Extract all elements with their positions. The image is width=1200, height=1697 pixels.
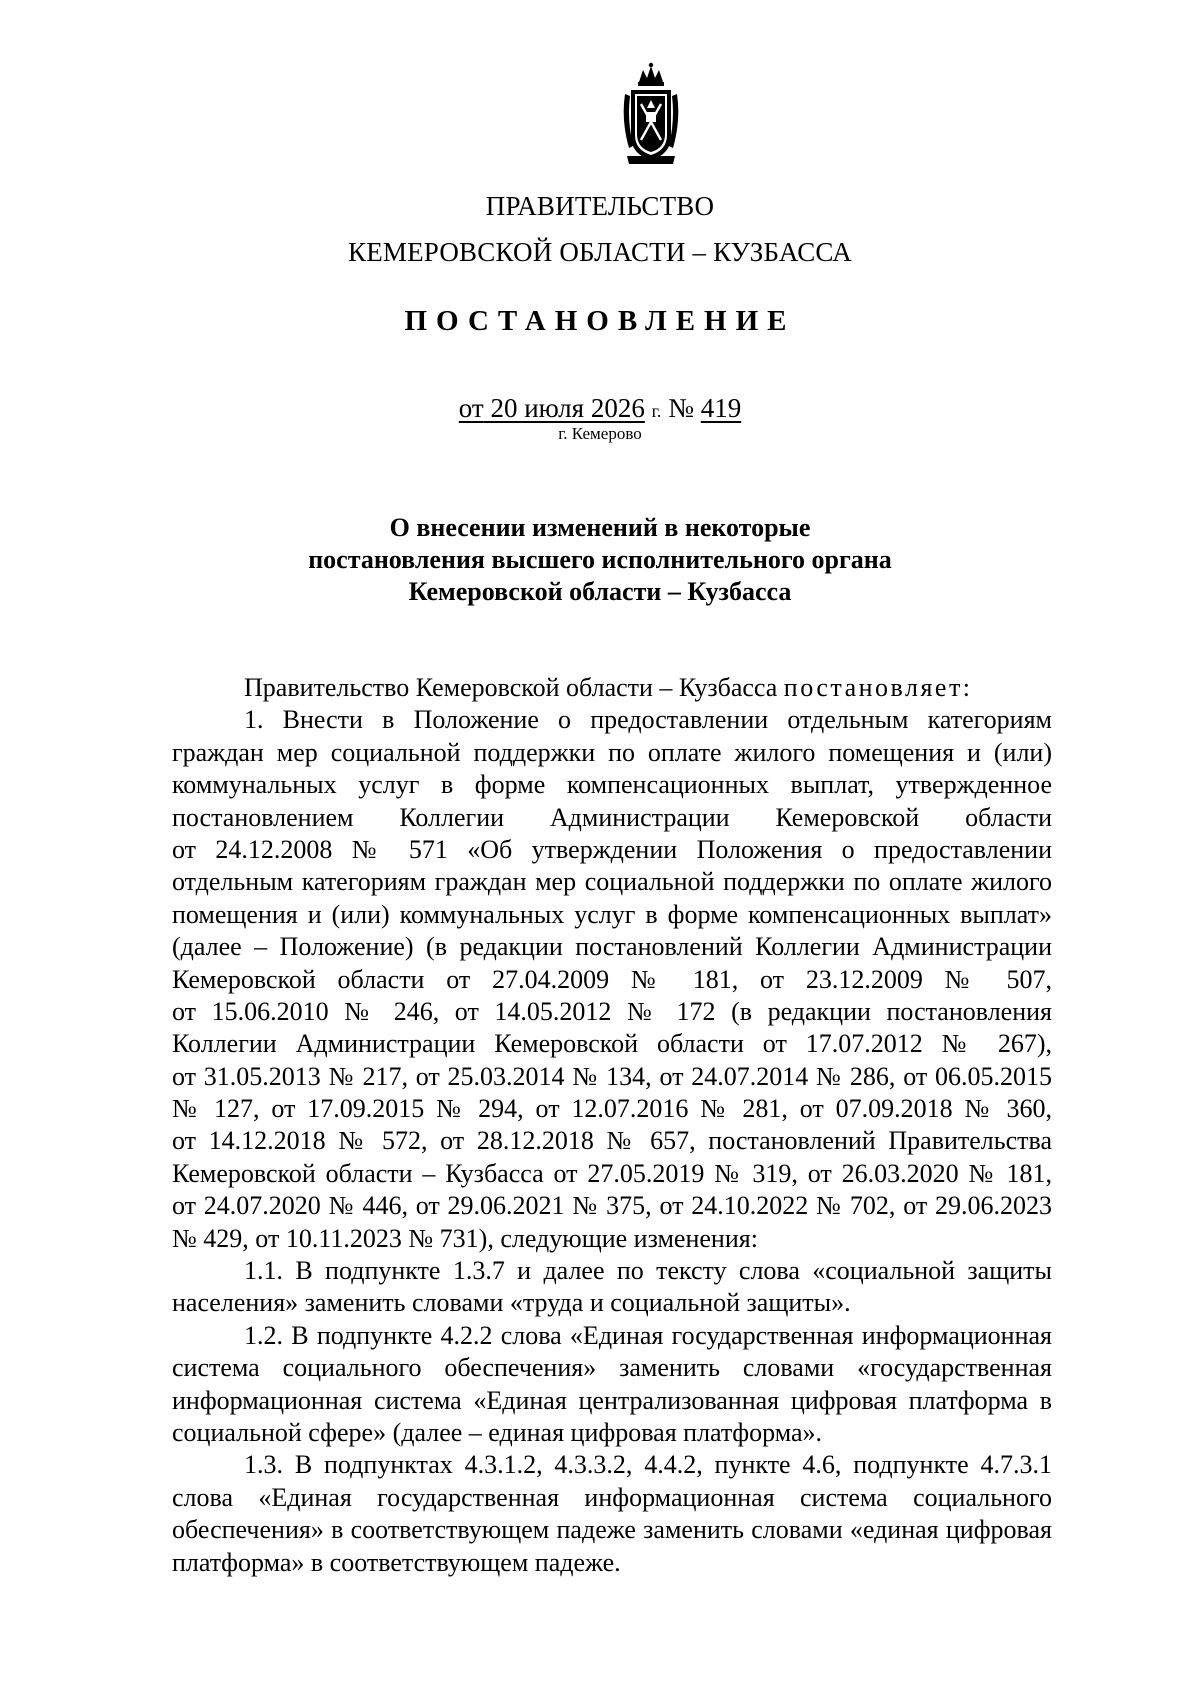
paragraph-line: информационная система «Единая централизованная цифровая платформа в xyxy=(172,1385,1052,1415)
paragraph-line: постановлением Коллегии Администрации Кемеровской области xyxy=(172,802,1052,832)
paragraph-line: отдельным категориям граждан мер социальной поддержки по оплате жилого xyxy=(172,867,1052,897)
paragraph-line: от 24.07.2020 № 446, от 29.06.2021 № 375, от 24.10.2022 № 702, от 29.06.2023 xyxy=(172,1191,1052,1221)
paragraph-line: граждан мер социальной поддержки по оплате жилого помещения и (или) xyxy=(172,737,1052,767)
date-and-number-line xyxy=(0,393,1200,424)
paragraph-line: от 31.05.2013 № 217, от 25.03.2014 № 134, от 24.07.2014 № 286, от 06.05.2015 xyxy=(172,1061,1052,1091)
title-line: постановления высшего исполнительного органа xyxy=(308,545,892,574)
paragraph-line: 1.2. В подпункте 4.2.2 слова «Единая государственная информационная xyxy=(244,1320,1052,1350)
paragraph-line: помещения и (или) коммунальных услуг в форме компенсационных выплат» xyxy=(172,899,1052,929)
intro-paragraph xyxy=(172,672,1052,704)
paragraph-line: № 429, от 10.11.2023 № 731), следующие изменения: xyxy=(172,1223,758,1253)
number-label: № xyxy=(668,393,694,423)
paragraph-line: № 127, от 17.09.2015 № 294, от 12.07.2016 № 281, от 07.09.2018 № 360, xyxy=(172,1094,1052,1124)
organization-name-line2: КЕМЕРОВСКОЙ ОБЛАСТИ – КУЗБАССА xyxy=(348,237,852,267)
paragraph-line: 1.3. В подпунктах 4.3.1.2, 4.3.3.2, 4.4.2, пункте 4.6, подпункте 4.7.3.1 xyxy=(244,1450,1052,1480)
paragraph-line: Коллегии Администрации Кемеровской области от 17.07.2012 № 267), xyxy=(172,1029,1052,1059)
paragraph-line: коммунальных услуг в форме компенсационных выплат, утвержденное xyxy=(172,770,1052,800)
paragraph-line: система социального обеспечения» заменить словами «государственная xyxy=(172,1353,1052,1383)
title-line: Кемеровской области – Кузбасса xyxy=(408,577,792,606)
paragraph-line: (далее – Положение) (в редакции постановлений Коллегии Администрации xyxy=(172,932,1052,962)
paragraph-line: 1.1. В подпункте 1.3.7 и далее по тексту слова «социальной защиты xyxy=(244,1256,1052,1286)
paragraph-line: слова «Единая государственная информационная система социального xyxy=(172,1482,1052,1512)
document-date: 20 июля 2026 xyxy=(490,393,645,423)
paragraph-line: от 24.12.2008 № 571 «Об утверждении Положения о предоставлении xyxy=(172,834,1052,864)
document-body xyxy=(172,672,1052,1579)
document-number: 419 xyxy=(700,393,742,423)
coat-of-arms-emblem xyxy=(617,60,685,168)
date-suffix: г. xyxy=(651,401,662,421)
paragraph-line: населения» заменить словами «труда и социальной защиты». xyxy=(172,1288,851,1318)
intro-resolves: постановляет: xyxy=(783,673,973,702)
city-name: г. Кемерово xyxy=(558,424,642,443)
paragraph-line: Кемеровской области – Кузбасса от 27.05.2019 № 319, от 26.03.2020 № 181, xyxy=(172,1158,1052,1188)
paragraph-line: социальной сфере» (далее – единая цифровая платформа». xyxy=(172,1417,823,1447)
paragraph-line: 1. Внести в Положение о предоставлении отдельным категориям xyxy=(244,705,1052,735)
title-line: О внесении изменений в некоторые xyxy=(389,513,811,542)
document-type-heading: ПОСТАНОВЛЕНИЕ xyxy=(404,305,796,337)
paragraph-line: обеспечения» в соответствующем падеже заменить словами «единая цифровая xyxy=(172,1515,1052,1545)
paragraph-line: от 14.12.2018 № 572, от 28.12.2018 № 657, постановлений Правительства xyxy=(172,1126,1052,1156)
paragraph-line: от 15.06.2010 № 246, от 14.05.2012 № 172 (в редакции постановления xyxy=(172,996,1052,1026)
intro-text: Правительство Кемеровской области – Кузбасса xyxy=(244,673,778,702)
paragraph-line: Кемеровской области от 27.04.2009 № 181, от 23.12.2009 № 507, xyxy=(172,964,1052,994)
paragraph-line: платформа» в соответствующем падеже. xyxy=(172,1547,621,1577)
document-title xyxy=(0,512,1200,608)
date-prefix: от xyxy=(458,393,484,423)
organization-name-line1: ПРАВИТЕЛЬСТВО xyxy=(485,191,715,221)
